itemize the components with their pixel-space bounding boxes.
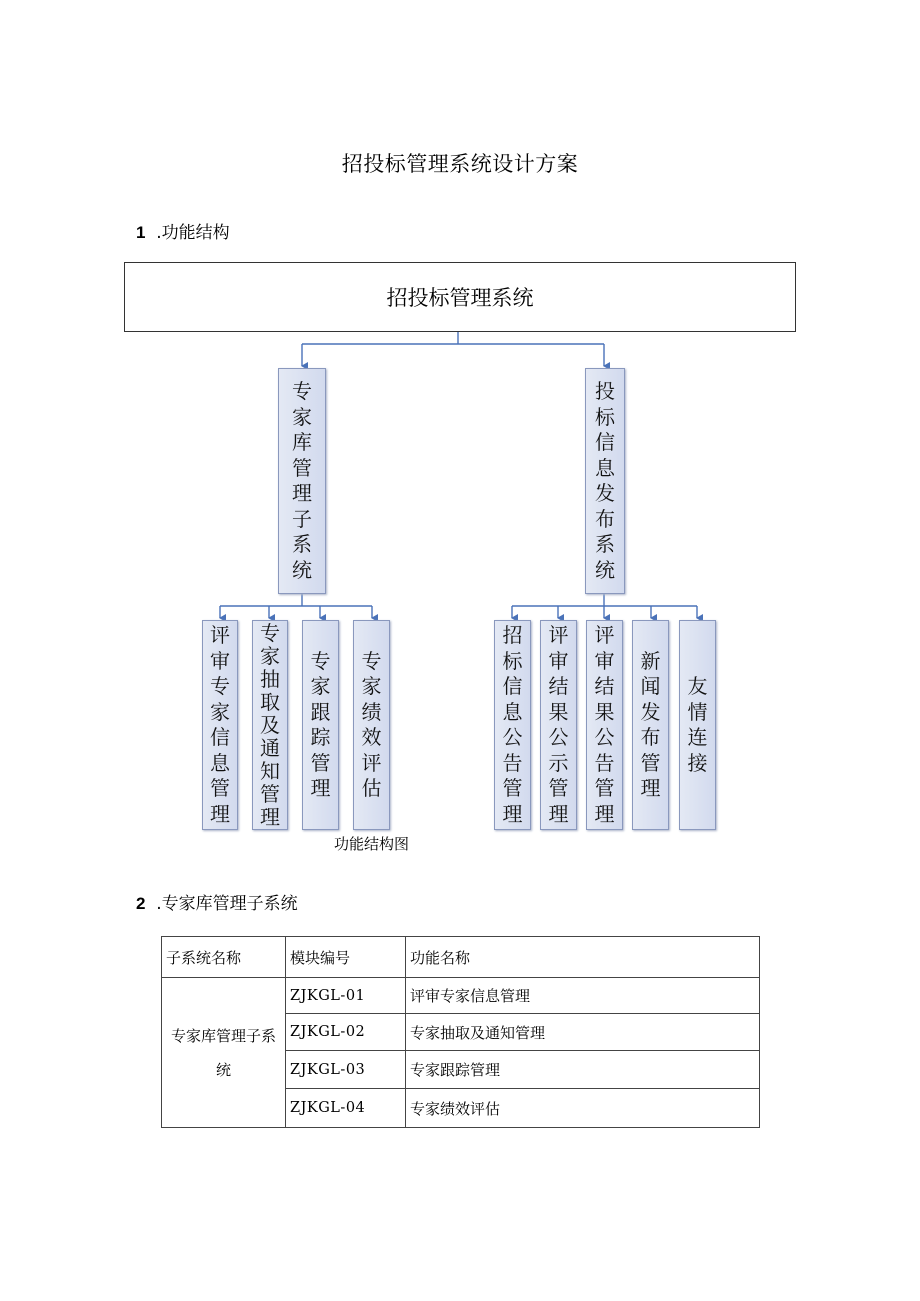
cell-subsystem: 专家库管理子系统 bbox=[162, 978, 286, 1128]
leaf-node-review-publicity: 评 审 结 果 公 示 管 理 bbox=[540, 620, 577, 830]
diagram-caption: 功能结构图 bbox=[334, 835, 410, 853]
header-function-name: 功能名称 bbox=[406, 937, 760, 978]
module-table bbox=[161, 936, 760, 1128]
root-node: 招投标管理系统 bbox=[124, 262, 796, 332]
table-header-row bbox=[162, 937, 760, 978]
leaf-node-expert-info: 评 审 专 家 信 息 管 理 bbox=[202, 620, 238, 830]
leaf-node-friend-links: 友 情 连 接 bbox=[679, 620, 716, 830]
section-2-number: 2 bbox=[136, 894, 146, 913]
section-2-heading bbox=[136, 889, 298, 914]
section-2-title: .专家库管理子系统 bbox=[156, 894, 298, 914]
subsystem-node-expert-library: 专 家 库 管 理 子 系 统 bbox=[278, 368, 326, 594]
leaf-node-tender-notice: 招 标 信 息 公 告 管 理 bbox=[494, 620, 531, 830]
cell-module-code: ZJKGL-01 bbox=[286, 978, 406, 1014]
leaf-node-expert-tracking: 专 家 跟 踪 管 理 bbox=[302, 620, 339, 830]
header-subsystem-name: 子系统名称 bbox=[162, 937, 286, 978]
leaf-node-review-announcement: 评 审 结 果 公 告 管 理 bbox=[586, 620, 623, 830]
section-1-title: .功能结构 bbox=[156, 223, 230, 243]
table-row bbox=[162, 978, 760, 1014]
subsystem-node-bid-info-publish: 投 标 信 息 发 布 系 统 bbox=[585, 368, 625, 594]
cell-module-code: ZJKGL-02 bbox=[286, 1014, 406, 1051]
leaf-node-news-publish: 新 闻 发 布 管 理 bbox=[632, 620, 669, 830]
header-module-code: 模块编号 bbox=[286, 937, 406, 978]
document-title: 招投标管理系统设计方案 bbox=[341, 152, 579, 176]
cell-module-code: ZJKGL-04 bbox=[286, 1089, 406, 1128]
section-1-number: 1 bbox=[136, 223, 146, 242]
cell-function-name: 评审专家信息管理 bbox=[406, 978, 760, 1014]
cell-function-name: 专家跟踪管理 bbox=[406, 1051, 760, 1089]
cell-module-code: ZJKGL-03 bbox=[286, 1051, 406, 1089]
cell-function-name: 专家抽取及通知管理 bbox=[406, 1014, 760, 1051]
leaf-node-expert-evaluation: 专 家 绩 效 评 估 bbox=[353, 620, 390, 830]
cell-function-name: 专家绩效评估 bbox=[406, 1089, 760, 1128]
leaf-node-expert-selection: 专 家 抽 取 及 通 知 管 理 bbox=[252, 620, 288, 830]
